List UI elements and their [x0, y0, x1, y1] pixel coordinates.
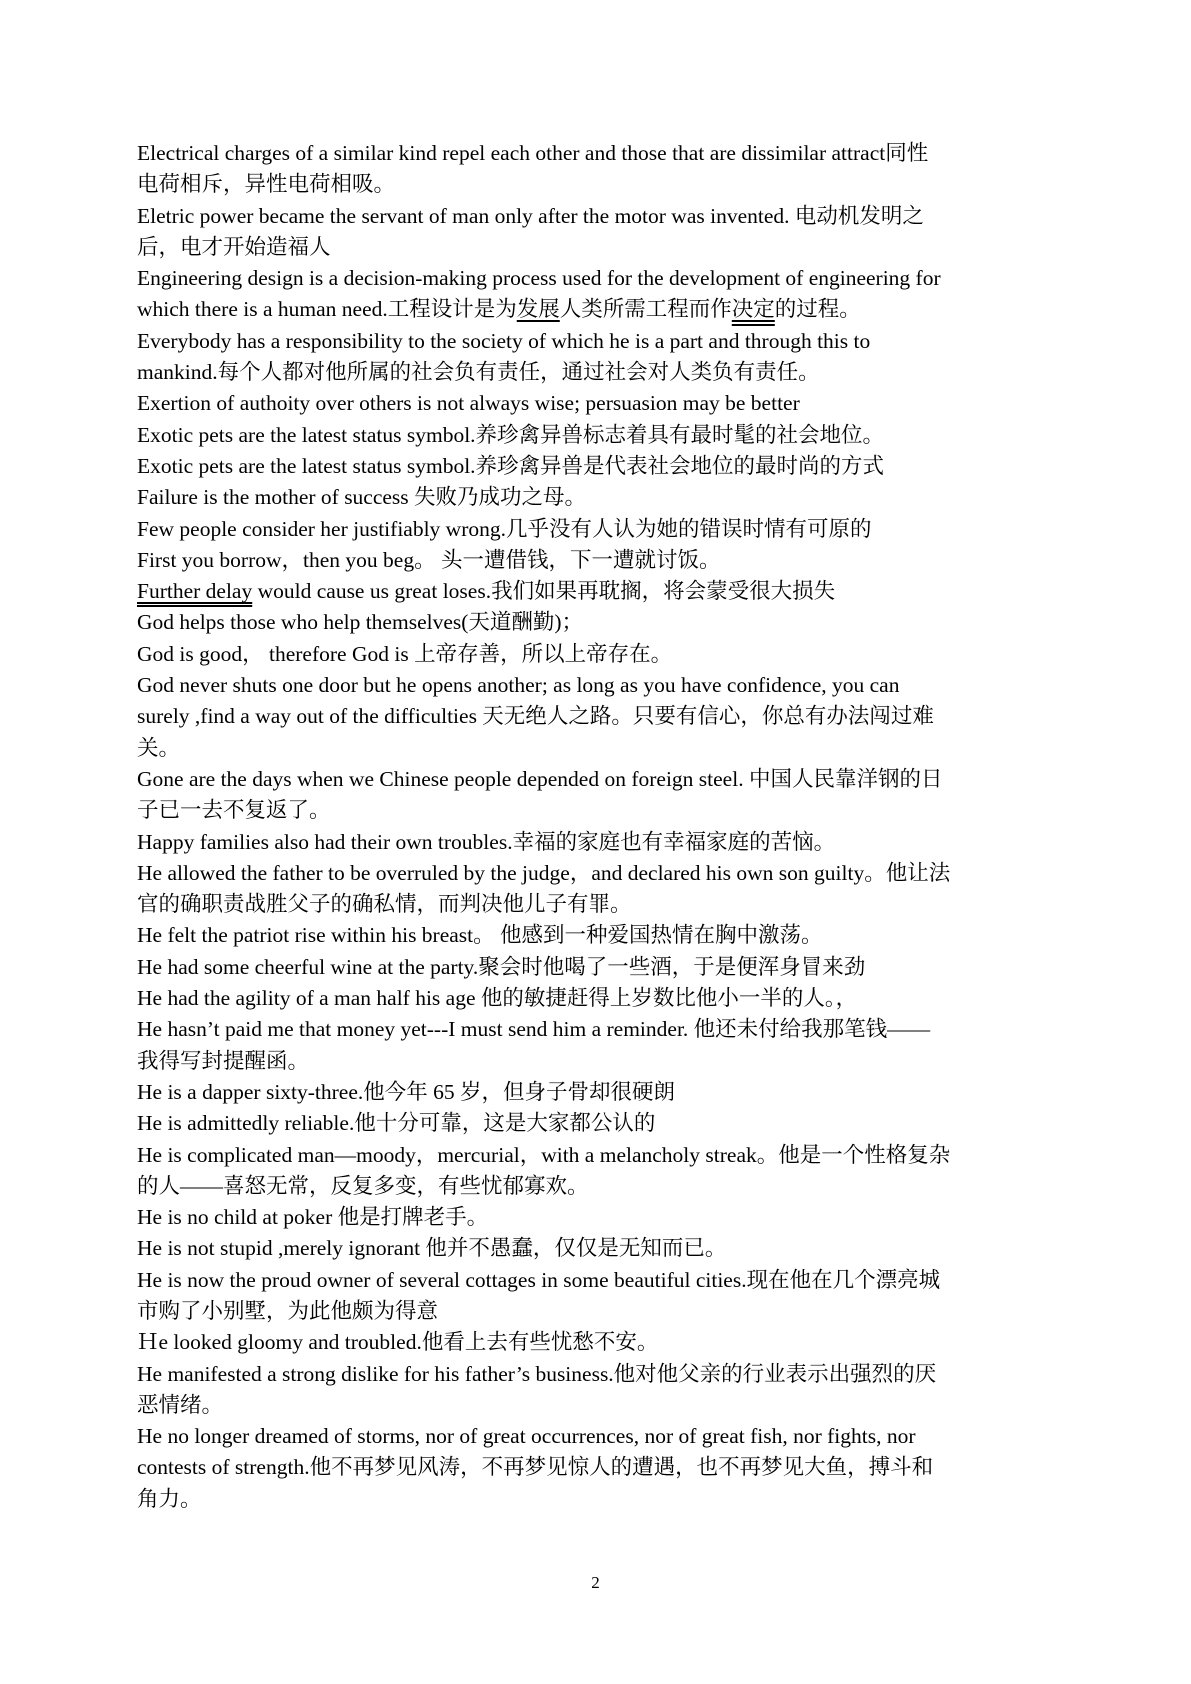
- text-line: 后，电才开始造福人: [137, 234, 331, 259]
- text-line: He hasn’t paid me that money yet---I must send him a reminder. 他还未付给我那笔钱——: [137, 1017, 931, 1042]
- text-line: He had the agility of a man half his age 他的敏捷赶得上岁数比他小一半的人。，: [137, 986, 858, 1011]
- text-line: God never shuts one door but he opens another; as long as you have confidence, you can: [137, 673, 900, 698]
- text-line: Everybody has a responsibility to the society of which he is a part and through this to: [137, 328, 871, 353]
- text-line: 关。: [137, 735, 181, 760]
- text-line: 官的确职责战胜父子的确私情，而判决他儿子有罪。: [137, 892, 632, 917]
- text-line: Eletric power became the servant of man only after the motor was invented. 电动机发明之: [137, 203, 924, 228]
- text-line: [137, 576, 1057, 607]
- text-line: Engineering design is a decision-making process used for the development of engineering for: [137, 266, 941, 291]
- underlined-text: 发展: [516, 297, 560, 322]
- text-line: contests of strength.他不再梦见风涛，不再梦见惊人的遭遇，也不再梦见大鱼，搏斗和: [137, 1455, 934, 1480]
- text-line: He is no child at poker 他是打牌老手。: [137, 1205, 489, 1230]
- text-line: Few people consider her justifiably wrong.几乎没有人认为她的错误时情有可原的: [137, 516, 872, 541]
- text-line: He is not stupid ,merely ignorant 他并不愚蠢，仅仅是无知而已。: [137, 1236, 727, 1261]
- text-line: 市购了小别墅，为此他颇为得意: [137, 1298, 439, 1323]
- text-fragment: would cause us great loses.我们如果再耽搁，将会蒙受很大损失: [252, 579, 836, 604]
- double-underlined-text: Further delay: [137, 579, 253, 604]
- document-body: [137, 138, 1057, 1515]
- text-line: Gone are the days when we Chinese people depended on foreign steel. 中国人民靠洋钢的日: [137, 766, 943, 791]
- text-line: God is good， therefore God is 上帝存善，所以上帝存在。: [137, 641, 673, 666]
- text-line: He had some cheerful wine at the party.聚会时他喝了一些酒，于是便浑身冒来劲: [137, 954, 866, 979]
- text-line: First you borrow，then you beg。 头一遭借钱，下一遭就讨饭。: [137, 547, 721, 572]
- page-number: 2: [591, 1573, 600, 1592]
- text-line: 子已一去不复返了。: [137, 798, 331, 823]
- double-underlined-text: 决定: [731, 297, 775, 322]
- text-line: He is a dapper sixty-three.他今年 65 岁，但身子骨却很硬朗: [137, 1079, 676, 1104]
- text-line: 电荷相斥，异性电荷相吸。: [137, 172, 396, 197]
- text-line: He is now the proud owner of several cottages in some beautiful cities.现在他在几个漂亮城: [137, 1267, 941, 1292]
- text-line: 恶情绪。: [137, 1392, 224, 1417]
- text-line: 我得写封提醒函。: [137, 1048, 310, 1073]
- text-line: 角力。: [137, 1486, 202, 1511]
- text-line: mankind.每个人都对他所属的社会负有责任，通过社会对人类负有责任。: [137, 360, 820, 385]
- text-line: Exotic pets are the latest status symbol.养珍禽异兽是代表社会地位的最时尚的方式: [137, 453, 885, 478]
- text-line: He felt the patriot rise within his breast。 他感到一种爱国热情在胸中激荡。: [137, 923, 823, 948]
- text-fragment: 的过程。: [774, 297, 861, 322]
- text-fragment: which there is a human need.工程设计是为: [137, 297, 517, 322]
- text-line: God helps those who help themselves(天道酬勤)；: [137, 610, 584, 635]
- text-line: Happy families also had their own troubles.幸福的家庭也有幸福家庭的苦恼。: [137, 829, 836, 854]
- text-line: Exertion of authoity over others is not always wise; persuasion may be better: [137, 391, 800, 416]
- text-fragment: 人类所需工程而作: [559, 297, 732, 322]
- text-line: 的人——喜怒无常，反复多变，有些忧郁寡欢。: [137, 1173, 589, 1198]
- text-line: Electrical charges of a similar kind repel each other and those that are dissimilar attract同性: [137, 141, 929, 165]
- text-line: Failure is the mother of success 失败乃成功之母。: [137, 485, 587, 510]
- text-line: He manifested a strong dislike for his father’s business.他对他父亲的行业表示出强烈的厌: [137, 1361, 937, 1386]
- text-line: [137, 294, 1057, 325]
- text-line: Ｈe looked gloomy and troubled.他看上去有些忧愁不安。: [137, 1330, 659, 1355]
- text-line: He allowed the father to be overruled by the judge，and declared his own son guilty。他让法: [137, 860, 951, 885]
- text-line: surely ,find a way out of the difficulties 天无绝人之路。只要有信心，你总有办法闯过难: [137, 704, 934, 729]
- text-line: He is complicated man—moody，mercurial，with a melancholy streak。他是一个性格复杂: [137, 1142, 951, 1167]
- text-line: He is admittedly reliable.他十分可靠，这是大家都公认的: [137, 1111, 656, 1136]
- text-line: He no longer dreamed of storms, nor of great occurrences, nor of great fish, nor fights, nor: [137, 1424, 916, 1449]
- text-line: Exotic pets are the latest status symbol.养珍禽异兽标志着具有最时髦的社会地位。: [137, 422, 885, 447]
